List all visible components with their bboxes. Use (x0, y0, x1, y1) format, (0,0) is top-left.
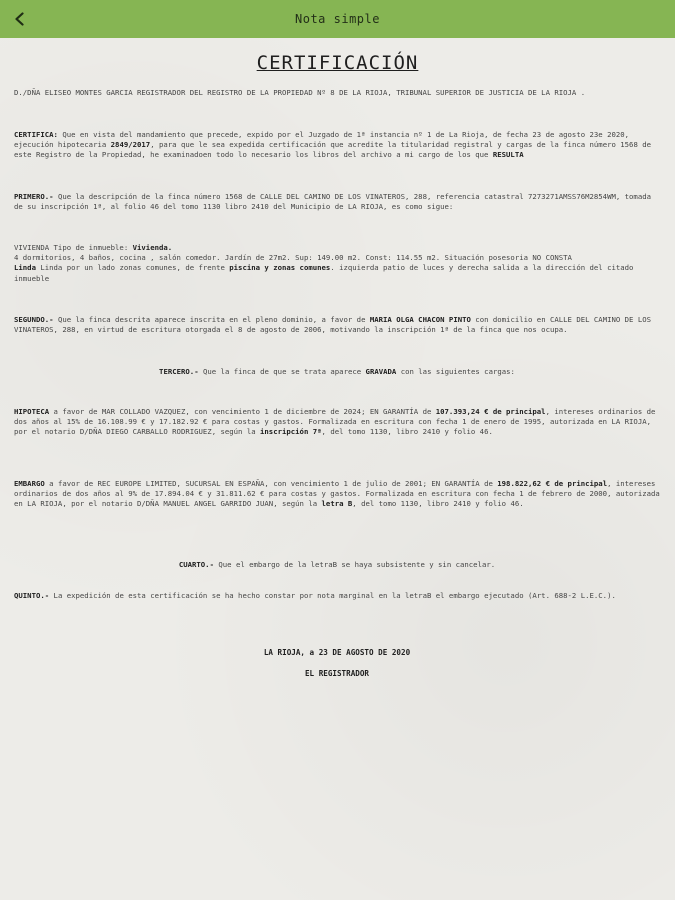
certifica-text-b: , para que le sea expedida certificación que acredite la titularidad registral y cargas de la finca número 1568 de este Registro de la Propiedad, he examinadoen todo lo necesario los libros del archivo a mi cargo de los que (14, 140, 652, 160)
hipoteca-inscripcion: inscripción 7ª (260, 427, 322, 437)
embargo-paragraph (14, 479, 660, 510)
vivienda-paragraph (14, 243, 660, 284)
linda-label: Linda (14, 263, 36, 273)
cuarto-paragraph (14, 560, 660, 570)
hipoteca-text-c: , del tomo 1130, libro 2410 y folio 46. (321, 427, 493, 437)
chevron-left-icon (13, 12, 27, 26)
back-button[interactable] (4, 3, 36, 35)
linda-text-b: . izquierda patio de luces y derecha salida a la dirección del citado inmueble (14, 263, 634, 283)
hipoteca-text-a: a favor de MAR COLLADO VAZQUEZ, con vencimiento 1 de diciembre de 2024; EN GARANTÍA de (49, 407, 436, 416)
certifica-label: CERTIFICA: (14, 130, 58, 139)
cuarto-label: CUARTO.- (178, 560, 214, 569)
resulta-label: RESULTA (492, 150, 524, 160)
primero-text: Que la descripción de la finca número 1568 de CALLE DEL CAMINO DE LOS VINATEROS, 288, referencia catastral 7273271AMSS76M2854WM, tomada de su inscripción 1ª, al folio 46 del tomo 1130 libro 2410 del Municipio de LA RIOJA, es como sigue: (14, 192, 652, 212)
tercero-text-a: Que la finca de que se trata aparece (198, 367, 366, 376)
quinto-paragraph (14, 591, 660, 601)
vivienda-type: Vivienda. (132, 243, 173, 252)
linda-text-a: Linda por un lado zonas comunes, de frente (35, 263, 230, 273)
segundo-text-a: Que la finca descrita aparece inscrita en el pleno dominio, a favor de (53, 315, 370, 324)
page-title: Nota simple (295, 12, 380, 26)
signatory-text: EL REGISTRADOR (304, 669, 369, 678)
embargo-text-c: , del tomo 1130, libro 2410 y folio 46. (352, 499, 524, 509)
segundo-label: SEGUNDO.- (14, 315, 54, 324)
vivienda-details: 4 dormitorios, 4 baños, cocina , salón comedor. Jardín de 27m2. Sup: 149.00 m2. Const: 114.55 m2. Situación posesoria NO CONSTA (14, 253, 572, 263)
embargo-text-b: , intereses ordinarios de dos años al 9% de 17.894.04 € y 31.811.62 € para costas y gastos. Formalizada en escritura con fecha 1 de febrero de 2000, autorizada en LA RIOJA, por el notario D/DÑA MANUEL ANGEL GARRIDO JUAN, según la (14, 479, 660, 509)
document-page (0, 38, 675, 900)
top-app-bar (0, 0, 675, 38)
primero-label: PRIMERO.- (14, 192, 54, 201)
linda-bold: piscina y zonas comunes (229, 263, 331, 273)
case-number: 2849/2017 (110, 140, 151, 150)
embargo-amount: 198.822,62 € de principal (497, 479, 608, 488)
segundo-paragraph (14, 315, 660, 335)
document-heading: CERTIFICACIÓN (256, 52, 419, 74)
signatory (14, 669, 660, 679)
quinto-text: La expedición de esta certificación se ha hecho constar por nota marginal en la letraB el embargo ejecutado (Art. 688-2 L.E.C.). (49, 591, 616, 600)
segundo-text-b: con domicilio en CALLE DEL CAMINO DE LOS VINATEROS, 288, en virtud de escritura otorgada el 8 de agosto de 2006, motivando la inscripción 1ª de la finca que nos ocupa. (14, 315, 652, 335)
hipoteca-amount: 107.393,24 € de principal (435, 407, 546, 416)
intro-paragraph: D./DÑA ELISEO MONTES GARCIA REGISTRADOR DEL REGISTRO DE LA PROPIEDAD Nº 8 DE LA RIOJA, TRIBUNAL SUPERIOR DE JUSTICIA DE LA RIOJA . (14, 88, 586, 97)
certifica-text-a: Que en vista del mandamiento que precede, expido por el Juzgado de 1ª instancia nº 1 de La Rioja, de fecha 23 de agosto 23e 2020, ejecución hipotecaria (14, 130, 630, 150)
embargo-text-a: a favor de REC EUROPE LIMITED, SUCURSAL EN ESPAÑA, con vencimiento 1 de julio de 2001; EN GARANTÍA de (44, 479, 498, 488)
vivienda-label: VIVIENDA Tipo de inmueble: (14, 243, 133, 252)
hipoteca-text-b: , intereses ordinarios de dos años al 15% de 16.108.99 € y 17.182.92 € para costas y gastos. Formalizada en escritura con fecha 1 de enero de 1995, autorizada en LA RIOJA, por el notario D/DÑA DIEGO CARBALLO RODRIGUEZ, según la (14, 407, 656, 437)
gravada-label: GRAVADA (365, 367, 397, 376)
certifica-paragraph (14, 130, 660, 161)
embargo-letra: letra B (321, 499, 353, 509)
tercero-paragraph (14, 367, 660, 377)
owner-name: MARIA OLGA CHACON PINTO (369, 315, 471, 324)
embargo-label: EMBARGO (14, 479, 45, 488)
primero-paragraph (14, 192, 660, 212)
tercero-text-b: con las siguientes cargas: (396, 367, 515, 376)
cuarto-text: Que el embargo de la letraB se haya subsistente y sin cancelar. (213, 560, 496, 569)
place-date-text: LA RIOJA, a 23 DE AGOSTO DE 2020 (263, 648, 411, 657)
hipoteca-label: HIPOTECA (14, 407, 50, 416)
tercero-label: TERCERO.- (159, 367, 199, 376)
hipoteca-paragraph (14, 407, 660, 438)
quinto-label: QUINTO.- (14, 591, 50, 600)
place-date (14, 648, 660, 658)
